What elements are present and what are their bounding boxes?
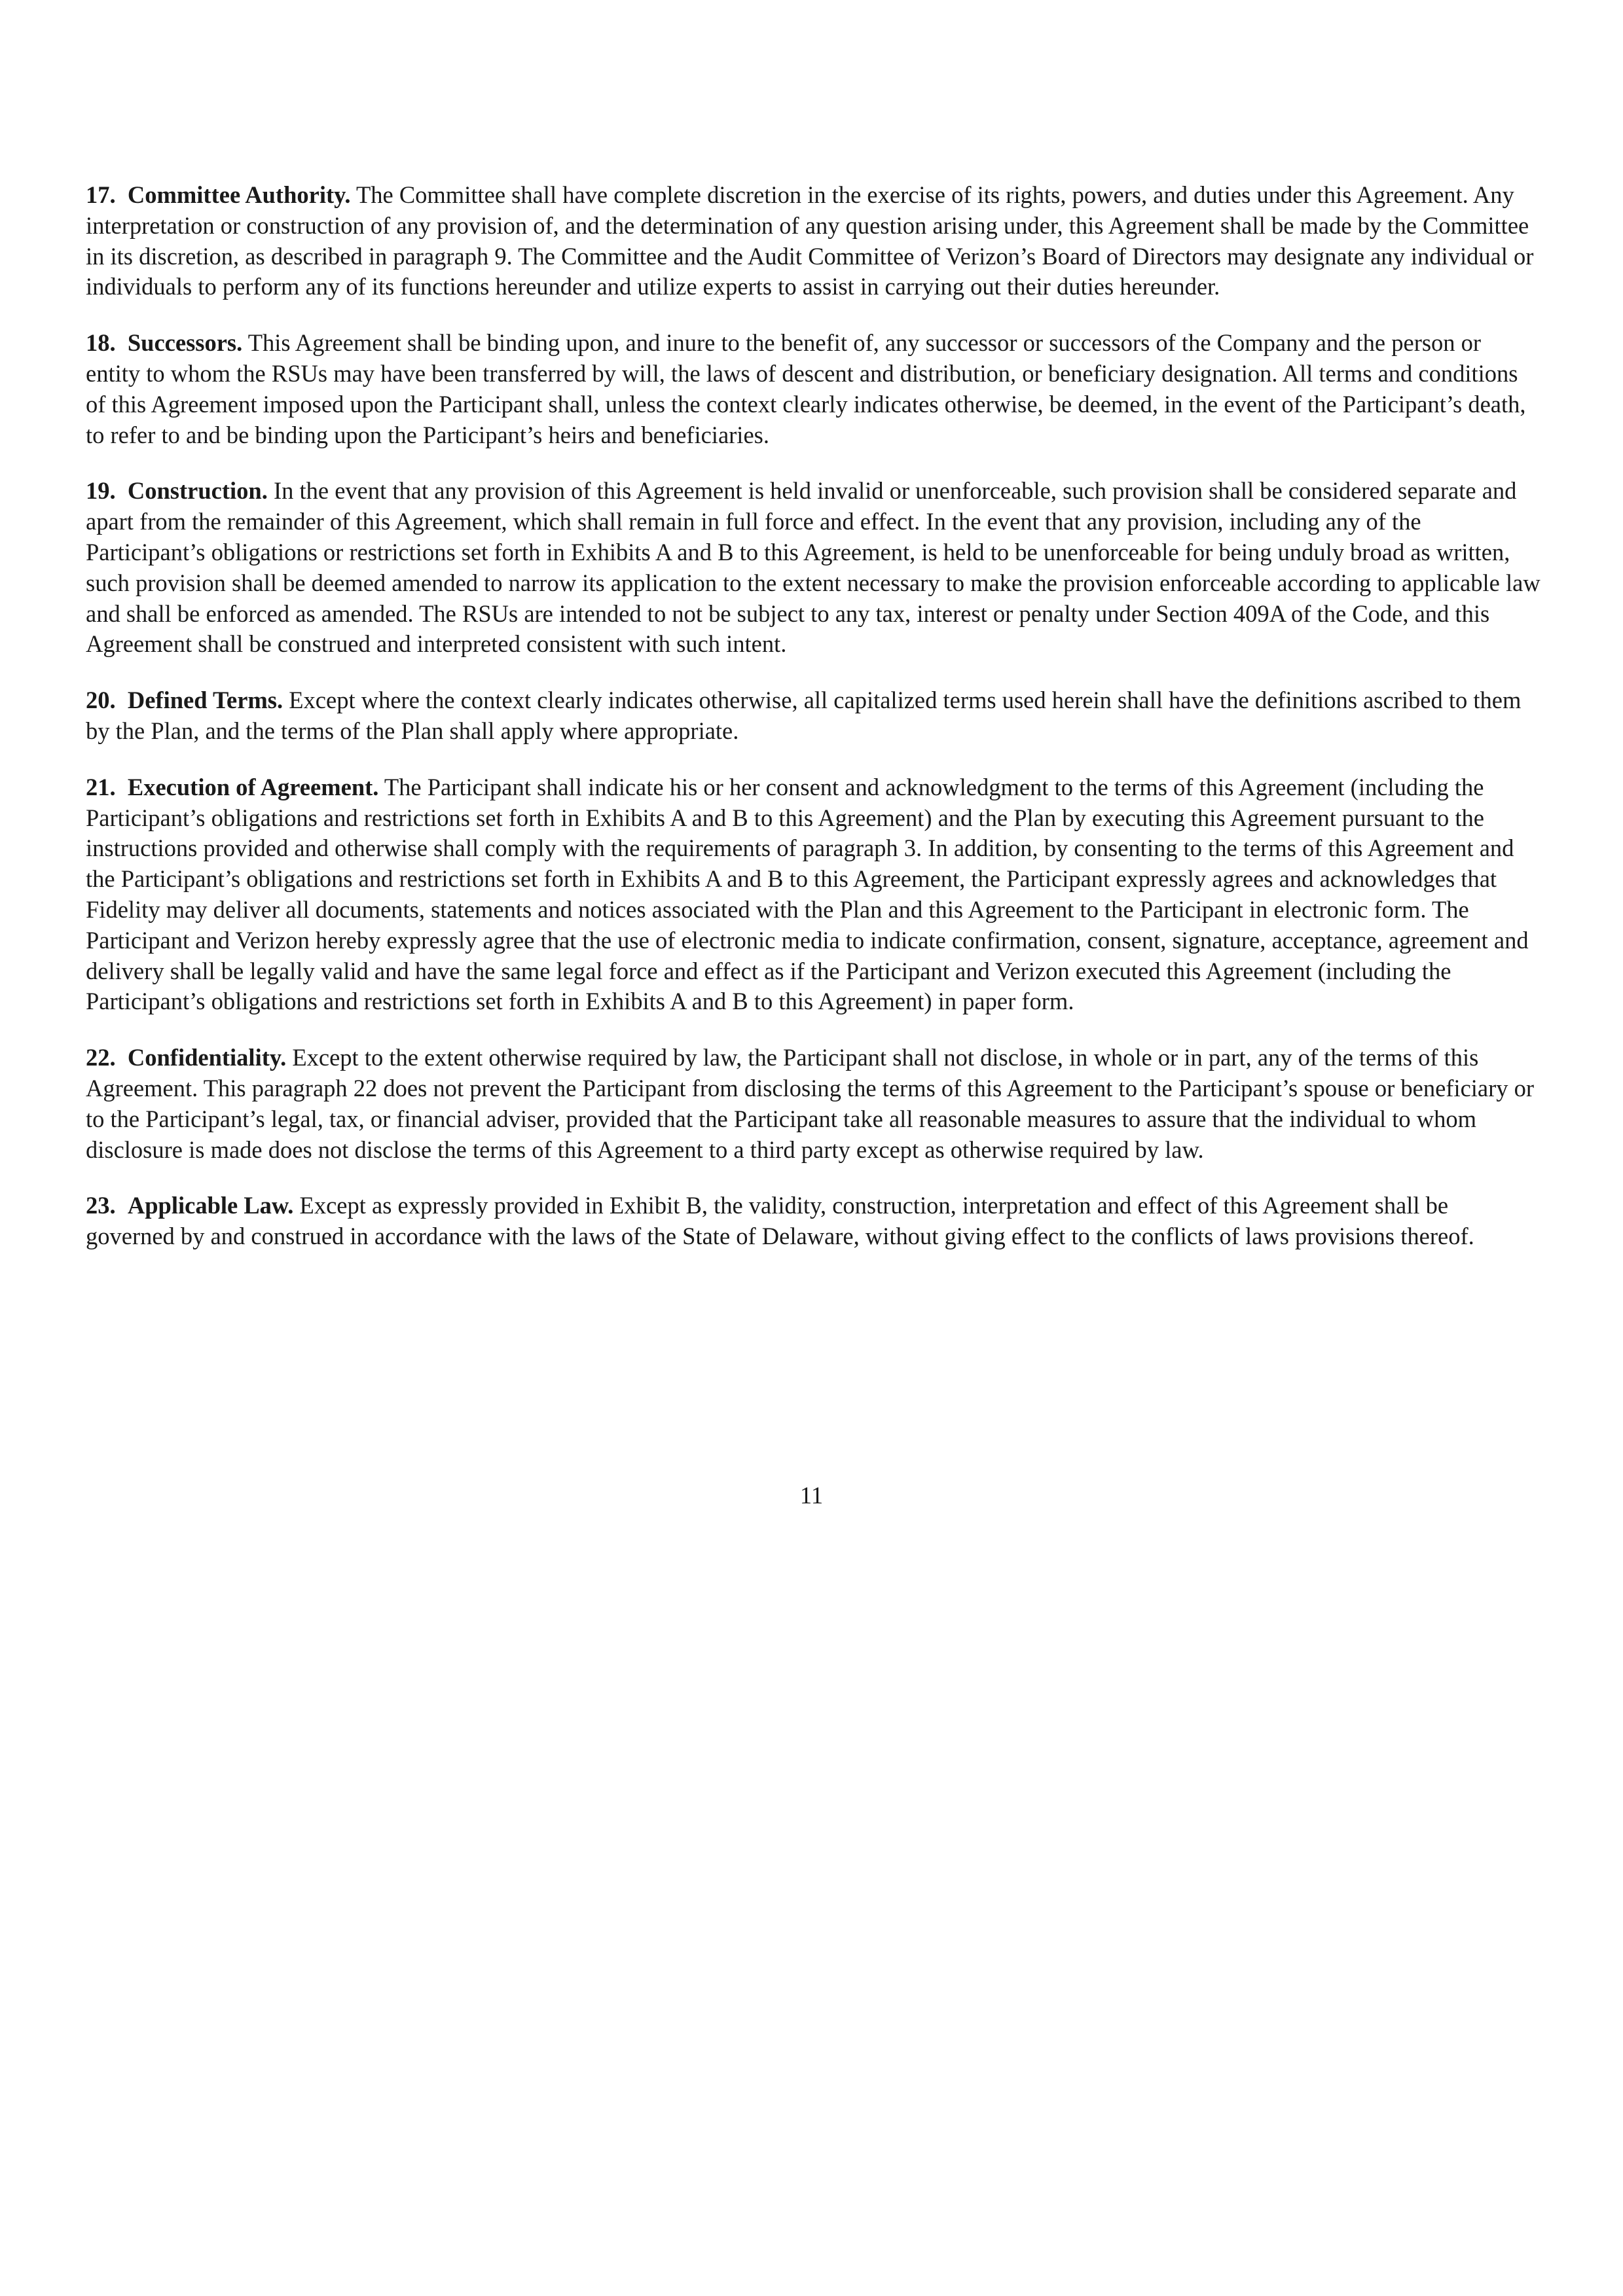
paragraph-heading: Defined Terms. [127, 687, 283, 714]
paragraph-heading: Successors. [127, 329, 243, 357]
paragraph-number: 23. [86, 1192, 116, 1219]
paragraph-17 [86, 180, 1541, 302]
paragraph-18 [86, 328, 1541, 450]
paragraph-19 [86, 476, 1541, 660]
paragraph-number: 22. [86, 1044, 116, 1071]
paragraph-text: In the event that any provision of this Agreement is held invalid or unenforceable, such provision shall be considered separate and apart from the remainder of this Agreement, which shall remain in full force and effect. In the event that any provision, including any of the Participant’s obligations or restrictions set forth in Exhibits A and B to this Agreement, is held to be unenforceable for being unduly broad as written, such provision shall be deemed amended to narrow its application to the extent necessary to make the provision enforceable according to applicable law and shall be enforced as amended. The RSUs are intended to not be subject to any tax, interest or penalty under Section 409A of the Code, and this Agreement shall be construed and interpreted consistent with such intent. [86, 477, 1541, 658]
paragraph-heading: Execution of Agreement. [127, 773, 379, 800]
paragraph-text: Except to the extent otherwise required by law, the Participant shall not disclose, in whole or in part, any of the terms of this Agreement. This paragraph 22 does not prevent the Participant from disclosing the terms of this Agreement to the Participant’s spouse or beneficiary or to the Participant’s legal, tax, or financial adviser, provided that the Participant take all reasonable measures to assure that the individual to whom disclosure is made does not disclose the terms of this Agreement to a third party except as otherwise required by law. [86, 1044, 1535, 1163]
paragraph-text: Except as expressly provided in Exhibit B, the validity, construction, interpretation and effect of this Agreement shall be governed by and construed in accordance with the laws of the State of Delaware, without giving effect to the conflicts of laws provisions thereof. [86, 1192, 1474, 1250]
paragraph-number: 19. [86, 477, 116, 505]
paragraph-heading: Applicable Law. [127, 1192, 294, 1219]
paragraph-number: 18. [86, 329, 116, 357]
paragraph-number: 17. [86, 181, 116, 208]
paragraph-text: The Participant shall indicate his or her consent and acknowledgment to the terms of this Agreement (including the Participant’s obligations and restrictions set forth in Exhibits A and B to this Agreement) and the Plan by executing this Agreement pursuant to the instructions provided and otherwise shall comply with the requirements of paragraph 3. In addition, by consenting to the terms of this Agreement and the Participant’s obligations and restrictions set forth in Exhibits A and B to this Agreement, the Participant expressly agrees and acknowledges that Fidelity may deliver all documents, statements and notices associated with the Plan and this Agreement to the Participant in electronic form. The Participant and Verizon hereby expressly agree that the use of electronic media to indicate confirmation, consent, signature, acceptance, agreement and delivery shall be legally valid and have the same legal force and effect as if the Participant and Verizon executed this Agreement (including the Participant’s obligations and restrictions set forth in Exhibits A and B to this Agreement) in paper form. [86, 773, 1529, 1015]
paragraph-text: The Committee shall have complete discretion in the exercise of its rights, powers, and duties under this Agreement. Any interpretation or construction of any provision of, and the determination of any question arising under, this Agreement shall be made by the Committee in its discretion, as described in paragraph 9. The Committee and the Audit Committee of Verizon’s Board of Directors may designate any individual or individuals to perform any of its functions hereunder and utilize experts to assist in carrying out their duties hereunder. [86, 181, 1534, 300]
page-number: 11 [799, 1482, 824, 1509]
paragraph-heading: Committee Authority. [127, 181, 351, 208]
paragraph-20 [86, 685, 1541, 747]
paragraph-heading: Construction. [127, 477, 268, 505]
paragraph-text: This Agreement shall be binding upon, and inure to the benefit of, any successor or successors of the Company and the person or entity to whom the RSUs may have been transferred by will, the laws of descent and distribution, or beneficiary designation. All terms and conditions of this Agreement imposed upon the Participant shall, unless the context clearly indicates otherwise, be deemed, in the event of the Participant’s death, to refer to and be binding upon the Participant’s heirs and beneficiaries. [86, 329, 1526, 448]
paragraph-heading: Confidentiality. [127, 1044, 287, 1071]
paragraph-23 [86, 1191, 1541, 1252]
paragraph-21 [86, 772, 1541, 1017]
paragraph-22 [86, 1043, 1541, 1165]
paragraph-text: Except where the context clearly indicates otherwise, all capitalized terms used herein shall have the definitions ascribed to them by the Plan, and the terms of the Plan shall apply where appropriate. [86, 687, 1522, 744]
paragraph-number: 21. [86, 773, 116, 800]
document-body [86, 180, 1541, 1278]
paragraph-number: 20. [86, 687, 116, 714]
